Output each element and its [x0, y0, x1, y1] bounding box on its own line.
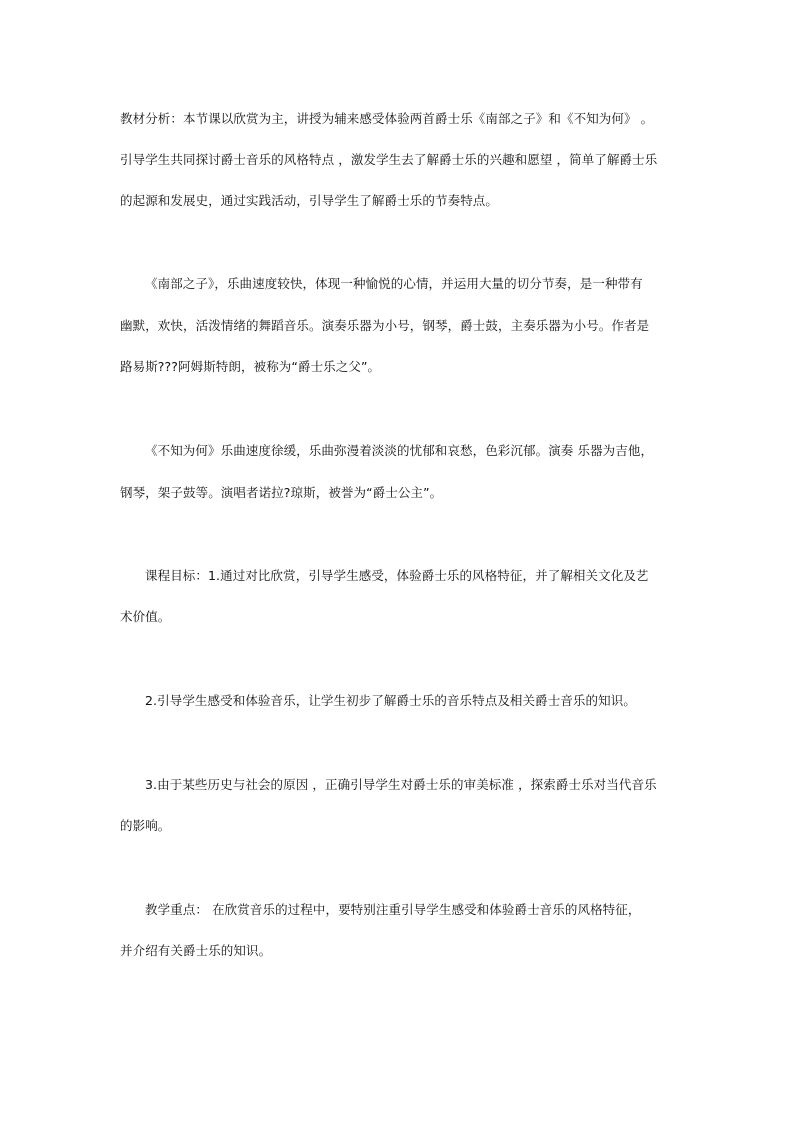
analysis-line-1: 教材分析：本节课以欣赏为主，讲授为辅来感受体验两首爵士乐《南部之子》和《不知为何》 。 [120, 111, 654, 126]
teaching-focus-line-1: 教学重点： 在欣赏音乐的过程中，要特别注重引导学生感受和体验爵士音乐的风格特征， [145, 902, 641, 917]
son-of-south-line-3: 路易斯???阿姆斯特朗，被称为“爵士乐之父”。 [120, 359, 381, 374]
dont-know-why-line-1: 《不知为何》乐曲速度徐缓，乐曲弥漫着淡淡的忧郁和哀愁，色彩沉郁。演奏 乐器为吉他， [145, 443, 654, 458]
dont-know-why-line-2: 钢琴，架子鼓等。演唱者诺拉?琼斯，被誉为“爵士公主”。 [120, 485, 443, 500]
son-of-south-line-2: 幽默，欢快，活泼情绪的舞蹈音乐。演奏乐器为小号，钢琴，爵士鼓，主奏乐器为小号。作者是 [120, 318, 650, 333]
course-goal-3-line-1: 3.由于某些历史与社会的原因 ，正确引导学生对爵士乐的审美标准 ，探索爵士乐对当代音乐 [145, 777, 657, 792]
course-goal-line-1: 课程目标：1.通过对比欣赏，引导学生感受，体验爵士乐的风格特征，并了解相关文化及艺 [145, 568, 649, 583]
course-goal-3-line-2: 的影响。 [120, 818, 171, 833]
analysis-line-2: 引导学生共同探讨爵士音乐的风格特点 ，激发学生去了解爵士乐的兴趣和愿望 ，简单了解爵士乐 [120, 152, 658, 167]
course-goal-2-line: 2.引导学生感受和体验音乐，让学生初步了解爵士乐的音乐特点及相关爵士音乐的知识。 [145, 693, 636, 708]
son-of-south-line-1: 《南部之子》，乐曲速度较快，体现一种愉悦的心情，并运用大量的切分节奏，是一种带有 [145, 276, 643, 291]
teaching-focus-line-2: 并介绍有关爵士乐的知识。 [120, 943, 272, 958]
analysis-line-3: 的起源和发展史，通过实践活动，引导学生了解爵士乐的节奏特点。 [120, 193, 499, 208]
course-goal-line-2: 术价值。 [120, 609, 171, 624]
